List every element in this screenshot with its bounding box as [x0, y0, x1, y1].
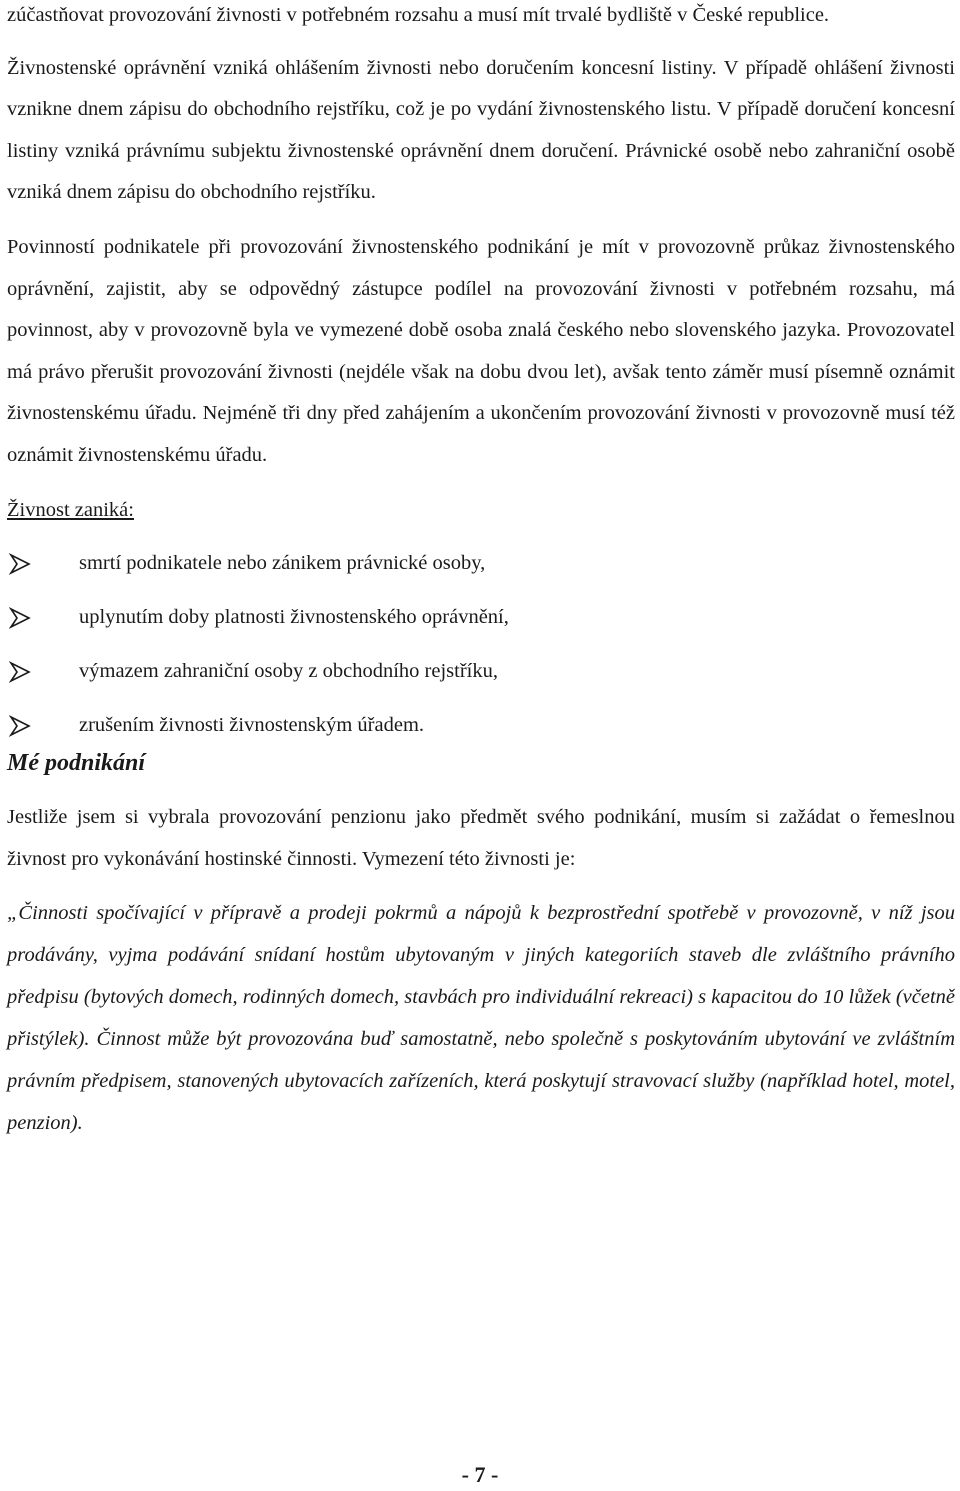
- list-item: [7, 543, 955, 584]
- document-page: [7, 0, 955, 1144]
- list-item-text: zrušením živnosti živnostenským úřadem.: [79, 714, 425, 737]
- termination-list: [7, 543, 955, 746]
- arrow-bullet-icon: [9, 661, 31, 683]
- list-item-text: výmazem zahraniční osoby z obchodního rejstříku,: [79, 660, 498, 683]
- list-item: [7, 705, 955, 746]
- paragraph-trade-authorization: Živnostenské oprávnění vzniká ohlášením živnosti nebo doručením koncesní listiny. V případě ohlášení živnosti vznikne dnem zápisu do obchodního rejstříku, což je po vydání živnostenského listu. V případě doručení koncesní listiny vzniká právnímu subjektu živnostenské oprávnění dnem doručení. Právnické osobě nebo zahraniční osobě vzniká dnem zápisu do obchodního rejstříku.: [7, 56, 955, 204]
- page-number: - 7 -: [461, 1462, 499, 1487]
- section-title: Mé podnikání: [7, 750, 146, 777]
- paragraph-entrepreneur-duties: Povinností podnikatele při provozování živnostenského podnikání je mít v provozovně průkaz živnostenského oprávnění, zajistit, aby se odpovědný zástupce podílel na provozování živnosti v potřebném rozsahu, má povinnost, aby v provozovně byla ve vymezené době osoba znalá českého nebo slovenského jazyka. Provozovatel má právo přerušit provozování živnosti (nejdéle však na dobu dvou let), avšak tento záměr musí písemně oznámit živnostenskému úřadu. Nejméně tři dny před zahájením a ukončením provozování živnosti v provozovně musí též oznámit živnostenskému úřadu.: [7, 235, 955, 466]
- arrow-bullet-icon: [9, 715, 31, 737]
- termination-heading: Živnost zaniká:: [7, 498, 134, 521]
- trade-definition-quote: „Činnosti spočívající v přípravě a prodeji pokrmů a nápojů k bezprostřední spotřebě v provozovně, v níž jsou prodávány, vyjma podávání snídaní hostům ubytovaným v jiných kategoriích staveb dle zvláštního právního předpisu (bytových domech, rodinných domech, stavbách pro individuální rekreaci) s kapacitou do 10 lůžek (včetně přistýlek). Činnost může být provozována buď samostatně, nebo společně s poskytováním ubytování ve zvláštním právním předpisem, stanovených ubytovacích zařízeních, která poskytují stravovací služby (například hotel, motel, penzion).: [7, 902, 955, 1135]
- paragraph-residence: zúčastňovat provozování živnosti v potřebném rozsahu a musí mít trvalé bydliště v České republice.: [7, 4, 830, 26]
- list-item: [7, 651, 955, 692]
- list-item-text: uplynutím doby platnosti živnostenského oprávnění,: [79, 606, 509, 629]
- arrow-bullet-icon: [9, 553, 31, 575]
- list-item-text: smrtí podnikatele nebo zánikem právnické osoby,: [79, 552, 486, 575]
- paragraph-business-intro: Jestliže jsem si vybrala provozování penzionu jako předmět svého podnikání, musím si zažádat o řemeslnou živnost pro vykonávání hostinské činnosti. Vymezení této živnosti je:: [7, 806, 955, 870]
- list-item: [7, 597, 955, 638]
- arrow-bullet-icon: [9, 607, 31, 629]
